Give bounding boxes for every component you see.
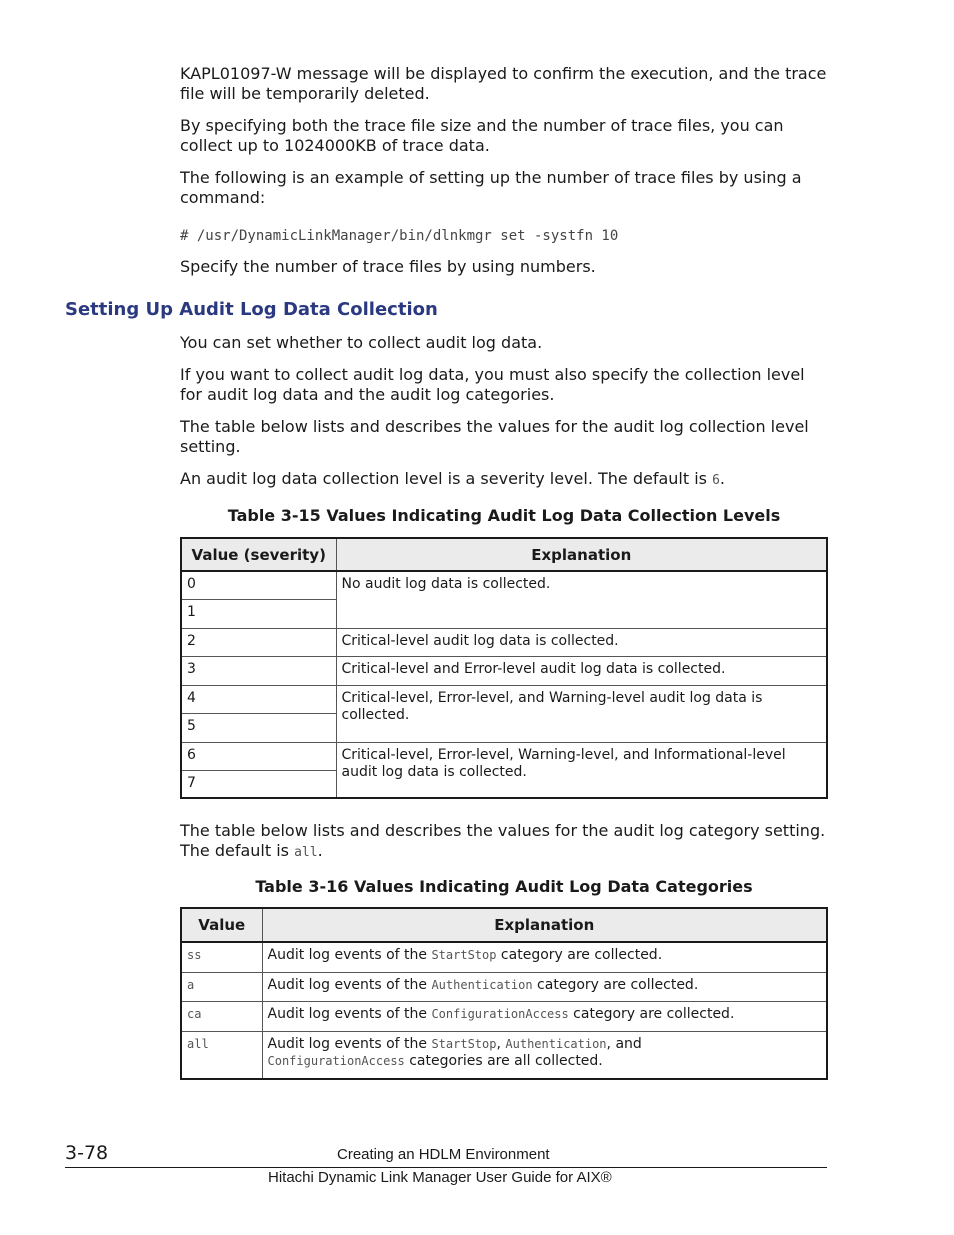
value-cell: 6 xyxy=(181,742,336,770)
table-header-row xyxy=(181,908,827,942)
paragraph: If you want to collect audit log data, you must also specify the collection level for audit log data and the audit log categories. xyxy=(180,365,805,404)
footer-divider xyxy=(65,1167,827,1168)
table-row xyxy=(181,685,827,713)
explanation-cell xyxy=(262,972,827,1001)
value-cell: 5 xyxy=(181,713,336,742)
value-cell: ca xyxy=(181,1001,262,1031)
table-caption: Table 3-15 Values Indicating Audit Log Data Collection Levels xyxy=(227,506,781,525)
paragraph: Specify the number of trace files by using numbers. xyxy=(180,257,596,276)
text: . xyxy=(317,841,323,860)
explanation-cell: Critical-level, Error-level, Warning-level, and Informational-level audit log data is collected. xyxy=(336,742,827,798)
collection-levels-table xyxy=(180,537,828,799)
explanation-cell: Critical-level and Error-level audit log data is collected. xyxy=(336,656,827,685)
text: An audit log data collection level is a severity level. The default is xyxy=(180,469,713,488)
value-cell: 7 xyxy=(181,770,336,798)
category-code: ConfigurationAccess xyxy=(431,1006,569,1021)
intro-text xyxy=(180,64,828,208)
text: , and xyxy=(606,1035,642,1052)
category-code: StartStop xyxy=(431,948,497,962)
paragraph xyxy=(180,821,828,863)
category-code: Authentication xyxy=(505,1036,607,1051)
column-header: Value xyxy=(181,908,262,942)
paragraph: The following is an example of setting up the number of trace files by using a command: xyxy=(180,168,802,207)
paragraph: KAPL01097-W message will be displayed to confirm the execution, and the trace file will be temporarily deleted. xyxy=(180,64,827,103)
category-code: StartStop xyxy=(431,1036,497,1051)
table-header-row xyxy=(181,538,827,571)
text: Audit log events of the xyxy=(267,947,432,963)
page-number: 3-78 xyxy=(65,1142,109,1164)
table-row xyxy=(181,1031,827,1079)
text: Audit log events of the xyxy=(267,1005,432,1022)
footer-chapter-title: Creating an HDLM Environment xyxy=(337,1146,550,1163)
section-heading: Setting Up Audit Log Data Collection xyxy=(65,299,438,320)
value-cell: a xyxy=(181,972,262,1001)
paragraph: You can set whether to collect audit log data. xyxy=(180,333,543,352)
explanation-cell: Critical-level audit log data is collected. xyxy=(336,628,827,656)
value-cell: 1 xyxy=(181,599,336,628)
value-cell: all xyxy=(181,1031,262,1079)
text: Audit log events of the xyxy=(267,976,432,993)
paragraph: The table below lists and describes the values for the audit log collection level setting. xyxy=(180,417,809,456)
value-cell: 2 xyxy=(181,628,336,656)
text: . xyxy=(719,469,725,488)
value-cell: ss xyxy=(181,942,262,972)
column-header: Explanation xyxy=(262,908,827,942)
text: category are collected. xyxy=(532,976,699,993)
paragraph xyxy=(180,469,828,491)
column-header: Value (severity) xyxy=(181,538,336,571)
paragraph: By specifying both the trace file size and the number of trace files, you can collect up to 1024000KB of trace data. xyxy=(180,116,784,155)
text: categories are all collected. xyxy=(404,1052,603,1069)
categories-table xyxy=(180,907,828,1080)
value-cell: 0 xyxy=(181,571,336,599)
category-code: Authentication xyxy=(431,977,533,992)
footer-book-title: Hitachi Dynamic Link Manager User Guide for AIX® xyxy=(268,1169,612,1186)
table-row xyxy=(181,1001,827,1031)
table-row xyxy=(181,628,827,656)
text: category are collected. xyxy=(568,1005,735,1022)
value-cell: 4 xyxy=(181,685,336,713)
explanation-cell: No audit log data is collected. xyxy=(336,571,827,628)
text: Audit log events of the xyxy=(267,1035,432,1052)
section-text xyxy=(180,333,828,491)
text: , xyxy=(496,1035,506,1052)
value-cell: 3 xyxy=(181,656,336,685)
default-category-code: all xyxy=(294,845,318,860)
table-row xyxy=(181,972,827,1001)
table-caption: Table 3-16 Values Indicating Audit Log Data Categories xyxy=(255,877,753,896)
default-level-code: 6 xyxy=(712,473,720,488)
column-header: Explanation xyxy=(336,538,827,571)
explanation-cell xyxy=(262,1001,827,1031)
category-intro xyxy=(180,821,828,863)
text: category are collected. xyxy=(496,947,663,963)
code-example: # /usr/DynamicLinkManager/bin/dlnkmgr set -systfn 10 xyxy=(180,228,619,244)
category-code: ConfigurationAccess xyxy=(267,1053,405,1068)
explanation-cell xyxy=(262,942,827,972)
table-row xyxy=(181,742,827,770)
text: The table below lists and describes the values for the audit log category setting. The default is xyxy=(180,821,826,860)
table-row xyxy=(181,656,827,685)
table-row xyxy=(181,942,827,972)
explanation-cell: Critical-level, Error-level, and Warning-level audit log data is collected. xyxy=(336,685,827,742)
explanation-cell xyxy=(262,1031,827,1079)
intro-text-end xyxy=(180,257,828,277)
table-row xyxy=(181,571,827,599)
